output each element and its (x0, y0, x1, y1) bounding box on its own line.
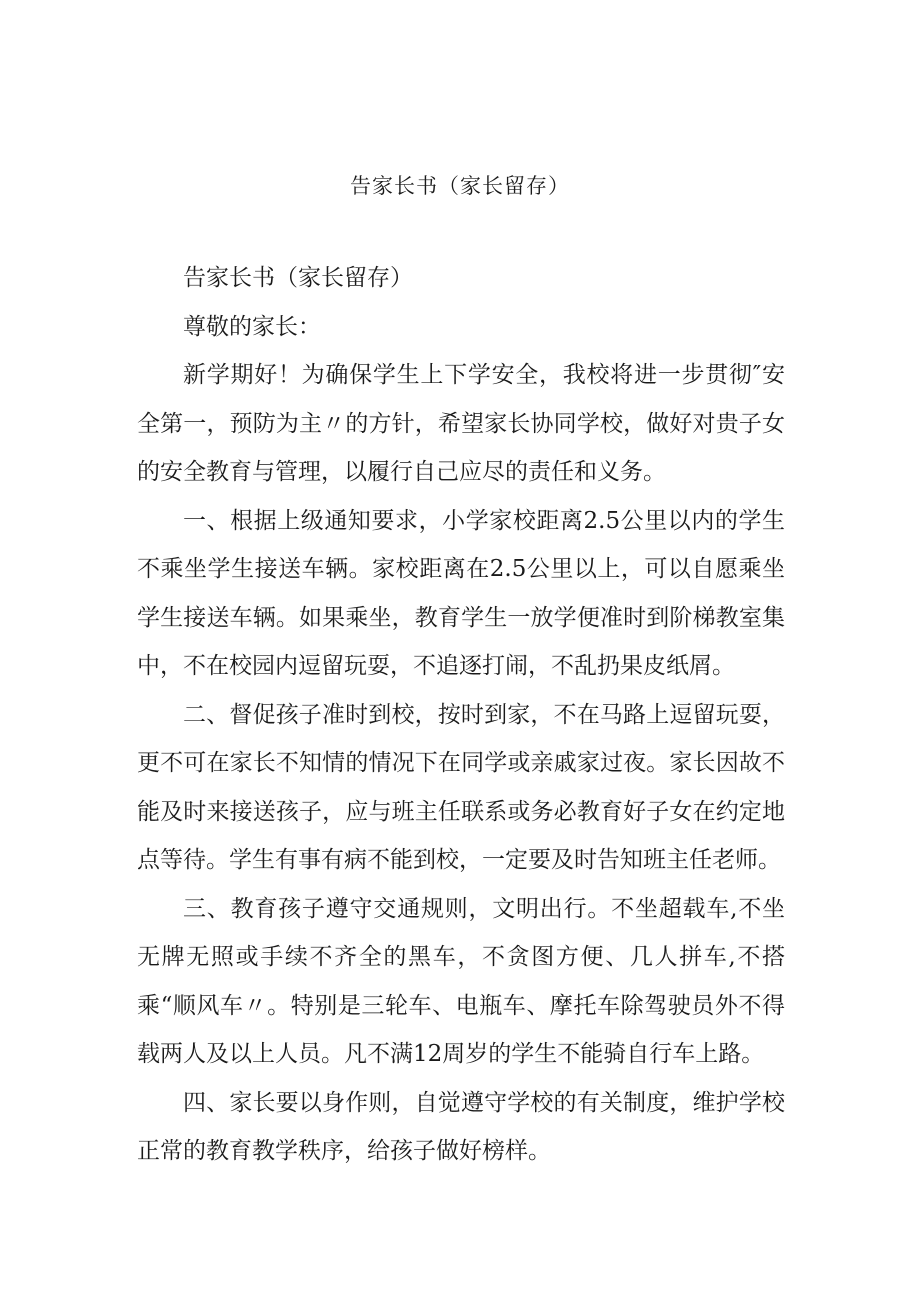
paragraph-intro: 新学期好！为确保学生上下学安全，我校将进一步贯彻″安全第一，预防为主〃的方针，希望家长协同学校，做好对贵子女的安全教育与管理，以履行自己应尽的责任和义务。 (137, 362, 785, 485)
paragraph-salutation: 尊敬的家长： (183, 313, 321, 340)
paragraph-item-1: 一、根据上级通知要求，小学家校距离2.5公里以内的学生不乘坐学生接送车辆。家校距离在2.5公里以上，可以自愿乘坐学生接送车辆。如果乘坐，教育学生一放学便准时到阶梯教室集中，不在校园内逗留玩耍，不追逐打闹，不乱扔果皮纸屑。 (137, 507, 785, 679)
document-body (137, 254, 785, 1176)
document-title: 告家长书（家长留存） (350, 174, 570, 198)
paragraph-item-4: 四、家长要以身作则，自觉遵守学校的有关制度，维护学校正常的教育教学秩序，给孩子做好榜样。 (137, 1089, 785, 1164)
paragraph-item-3: 三、教育孩子遵守交通规则，文明出行。不坐超载车,不坐无牌无照或手续不齐全的黑车，不贪图方便、几人拼车,不搭乘“顺风车〃。特别是三轮车、电瓶车、摩托车除驾驶员外不得载两人及以上人员。凡不满12周岁的学生不能骑自行车上路。 (137, 895, 785, 1067)
paragraph-heading: 告家长书（家长留存） (183, 265, 413, 291)
paragraph-item-2: 二、督促孩子准时到校，按时到家，不在马路上逗留玩耍，更不可在家长不知情的情况下在同学或亲戚家过夜。家长因故不能及时来接送孩子，应与班主任联系或务必教育好子女在约定地点等待。学生有事有病不能到校，一定要及时告知班主任老师。 (137, 701, 785, 873)
